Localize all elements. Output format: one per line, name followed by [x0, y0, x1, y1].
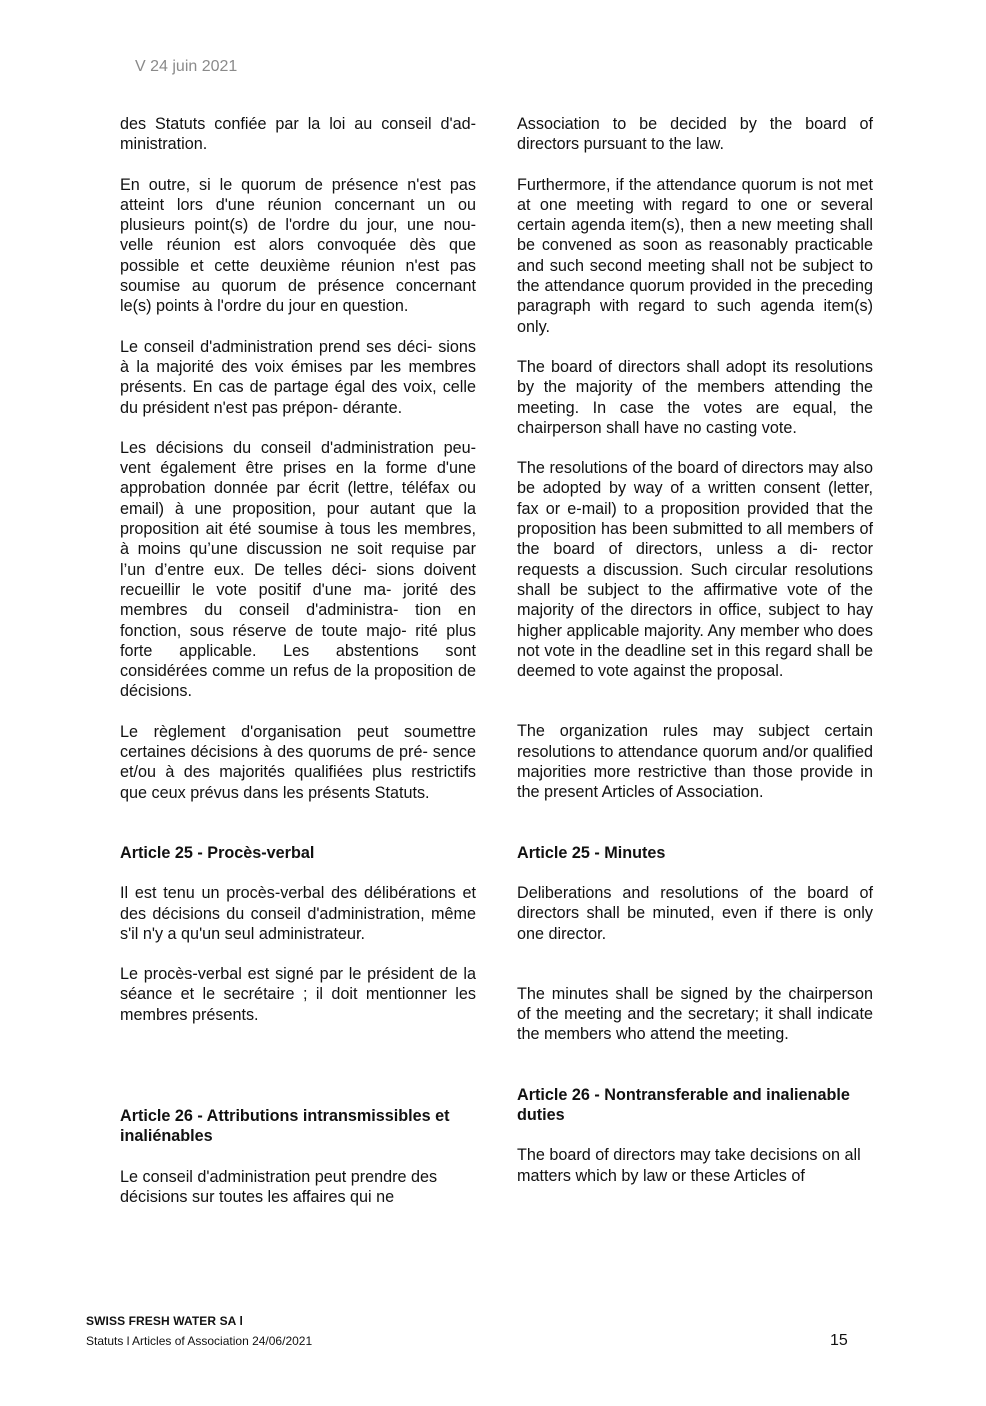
en-paragraph-4: The resolutions of the board of directors may also be adopted by way of a written consent (letter, fax or e-mail) to a proposition provided that the proposition has been submitted to all members of the board of directors, unless a di- rector requests a discussion. Such circular resolutions shall be subject to the affirmative vote of the majority of the directors in office, subject to hay higher applicable majority. Any member who does not vote in the deadline set in this regard shall be deemed to vote against the proposal. — [517, 459, 874, 681]
fr-paragraph-1: des Statuts confiée par la loi au conseil d'ad- ministration. — [120, 115, 476, 154]
en-paragraph-5: The organization rules may subject certain resolutions to attendance quorum and/or qualified majorities more restrictive than those provide in the present Articles of Association. — [517, 722, 873, 802]
english-column — [517, 114, 873, 1186]
en-paragraph-3: The board of directors shall adopt its resolutions by the majority of the members attending the meeting. In case the votes are equal, the chairperson shall have no casting vote. — [517, 357, 873, 437]
footer-document-title: Statuts l Articles of Association 24/06/2021 — [86, 1334, 313, 1348]
footer-company-name: SWISS FRESH WATER SA l — [86, 1314, 243, 1328]
en-paragraph-1: Association to be decided by the board of directors pursuant to the law. — [517, 115, 873, 154]
en-article-25-heading: Article 25 - Minutes — [517, 843, 666, 862]
en-paragraph-2: Furthermore, if the attendance quorum is not met at one meeting with regard to one or several certain agenda item(s), then a new meeting shall be convened as soon as reasonably practicable and such second meeting shall not be subject to the attendance quorum provided in the preceding paragraph with regard to such agenda item(s) only. — [517, 175, 873, 336]
en-article-25-paragraph-1: Deliberations and resolutions of the board of directors shall be minuted, even if there is only one director. — [517, 883, 873, 943]
fr-article-25-heading: Article 25 - Procès-verbal — [120, 843, 315, 862]
document-version-date: V 24 juin 2021 — [135, 58, 238, 75]
page-number: 15 — [830, 1332, 848, 1349]
fr-paragraph-5: Le règlement d'organisation peut soumettre certaines décisions à des quorums de pré- sence et/ou à des majorités qualifiées plus restrictifs que ceux prévus dans les présents Statuts. — [120, 722, 476, 802]
en-article-26-paragraph-1: The board of directors may take decisions on all matters which by law or these Articles of — [517, 1146, 861, 1185]
fr-article-26-heading: Article 26 - Attributions intransmissibles et inaliénables — [120, 1106, 450, 1146]
en-article-26-heading: Article 26 - Nontransferable and inalienable duties — [517, 1085, 850, 1124]
fr-paragraph-3: Le conseil d'administration prend ses déci- sions à la majorité des voix émises par les membres présents. En cas de partage égal des voix, celle du président n'est pas prépon- dérante. — [120, 337, 476, 417]
fr-article-26-paragraph-1: Le conseil d'administration peut prendre des décisions sur toutes les affaires qui ne — [120, 1167, 438, 1206]
fr-article-25-paragraph-1: Il est tenu un procès-verbal des délibérations et des décisions du conseil d'administration, même s'il n'y a qu'un seul administrateur. — [120, 884, 476, 943]
en-article-25-paragraph-2: The minutes shall be signed by the chairperson of the meeting and the secretary; it shall indicate the members who attend the meeting. — [517, 984, 873, 1044]
french-column — [120, 114, 476, 1207]
fr-paragraph-2: En outre, si le quorum de présence n'est pas atteint lors d'une réunion concernant un ou plusieurs point(s) de l'ordre du jour, une nou- velle réunion est alors convoquée dès que possible et cette deuxième réunion n'est pas soumise au quorum de présence concernant le(s) points à l'ordre du jour en question. — [120, 175, 476, 316]
fr-article-25-paragraph-2: Le procès-verbal est signé par le président de la séance et le secrétaire ; il doit mentionner les membres présents. — [120, 965, 476, 1024]
fr-paragraph-4: Les décisions du conseil d'administration peu- vent également être prises en la forme d'une approbation donnée par écrit (lettre, téléfax ou email) à une proposition, pour autant que la proposition ait été soumise à tous les membres, à moins qu’une discussion ne soit requise par l’un d’entre eux. De telles déci- sions doivent recueillir le vote positif d'une ma- jorité des membres du conseil d'administra- tion en fonction, sous réserve de toute majo- rité plus forte applicable. Les abstentions sont considérées comme un refus de la proposition de décisions. — [120, 438, 476, 701]
